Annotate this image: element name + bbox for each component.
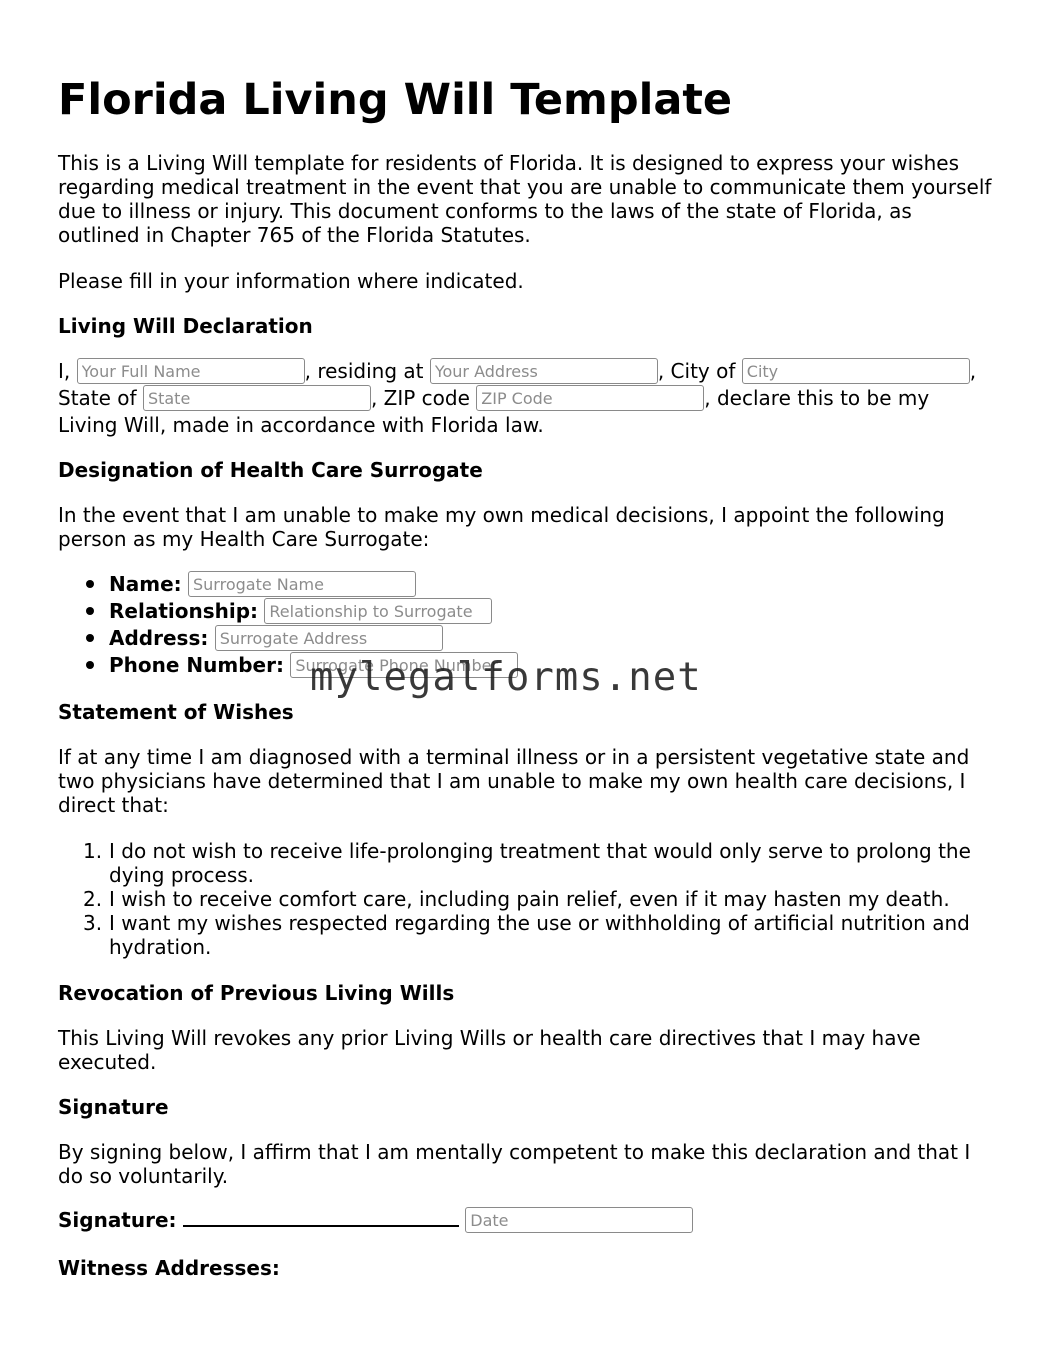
declaration-line-2 [58, 385, 929, 412]
zip-text: , ZIP code [370, 386, 470, 410]
surrogate-heading: Designation of Health Care Surrogate [58, 458, 483, 482]
list-item [109, 598, 492, 625]
list-number: 3. [83, 911, 103, 935]
surrogate-address-label: Address: [109, 626, 209, 650]
declaration-prefix: I, [58, 359, 71, 383]
city-input[interactable] [742, 358, 970, 384]
surrogate-relationship-label: Relationship: [109, 599, 259, 623]
list-item [109, 571, 416, 598]
wish-text: I want my wishes respected regarding the use or withholding of artificial nutrition and hydration. [109, 911, 970, 959]
zip-input[interactable] [476, 385, 704, 411]
declaration-heading: Living Will Declaration [58, 314, 313, 338]
wish-text: I wish to receive comfort care, including pain relief, even if it may hasten my death. [109, 887, 950, 911]
date-input[interactable] [465, 1207, 693, 1233]
full-name-input[interactable] [77, 358, 305, 384]
list-item [109, 625, 443, 652]
surrogate-text: In the event that I am unable to make my own medical decisions, I appoint the following person as my Health Care Surrogate: [58, 503, 945, 551]
instructions-text: Please fill in your information where indicated. [58, 269, 524, 293]
wishes-heading: Statement of Wishes [58, 700, 294, 724]
surrogate-address-input[interactable] [215, 625, 443, 651]
list-number: 1. [83, 839, 103, 863]
signature-text: By signing below, I affirm that I am mentally competent to make this declaration and that I do so voluntarily. [58, 1140, 971, 1188]
list-item [83, 911, 993, 959]
signature-label: Signature: [58, 1208, 177, 1232]
surrogate-name-input[interactable] [188, 571, 416, 597]
list-item [83, 839, 993, 887]
bullet-icon [86, 580, 94, 588]
state-text: State of [58, 386, 137, 410]
bullet-icon [86, 661, 94, 669]
bullet-icon [86, 607, 94, 615]
signature-row [58, 1207, 693, 1234]
address-input[interactable] [430, 358, 658, 384]
surrogate-phone-label: Phone Number: [109, 653, 284, 677]
witness-heading: Witness Addresses: [58, 1256, 280, 1280]
list-number: 2. [83, 887, 103, 911]
surrogate-name-label: Name: [109, 572, 182, 596]
intro-paragraph: This is a Living Will template for residents of Florida. It is designed to express your wishes regarding medical treatment in the event that you are unable to communicate them yourself due to illness or injury. This document conforms to the laws of the state of Florida, as outlined in Chapter 765 of the Florida Statutes. [58, 151, 992, 247]
revocation-text: This Living Will revokes any prior Living Wills or health care directives that I may have executed. [58, 1026, 921, 1074]
surrogate-relationship-input[interactable] [264, 598, 492, 624]
comma-text: , [969, 359, 977, 383]
revocation-heading: Revocation of Previous Living Wills [58, 981, 455, 1005]
declaration-line-1 [58, 358, 976, 385]
bullet-icon [86, 634, 94, 642]
page-title: Florida Living Will Template [58, 75, 733, 125]
signature-heading: Signature [58, 1095, 169, 1119]
wish-text: I do not wish to receive life-prolonging treatment that would only serve to prolong the dying process. [109, 839, 971, 887]
residing-text: , residing at [304, 359, 424, 383]
city-text: , City of [657, 359, 736, 383]
list-item [83, 887, 993, 911]
watermark-text: mylegalforms.net [310, 655, 702, 700]
signature-line[interactable] [183, 1207, 459, 1227]
declaration-closing: Living Will, made in accordance with Florida law. [58, 413, 544, 437]
declare-text: , declare this to be my [704, 386, 930, 410]
wishes-text: If at any time I am diagnosed with a terminal illness or in a persistent vegetative state and two physicians have determined that I am unable to make my own health care decisions, I direct that: [58, 745, 970, 817]
state-input[interactable] [143, 385, 371, 411]
